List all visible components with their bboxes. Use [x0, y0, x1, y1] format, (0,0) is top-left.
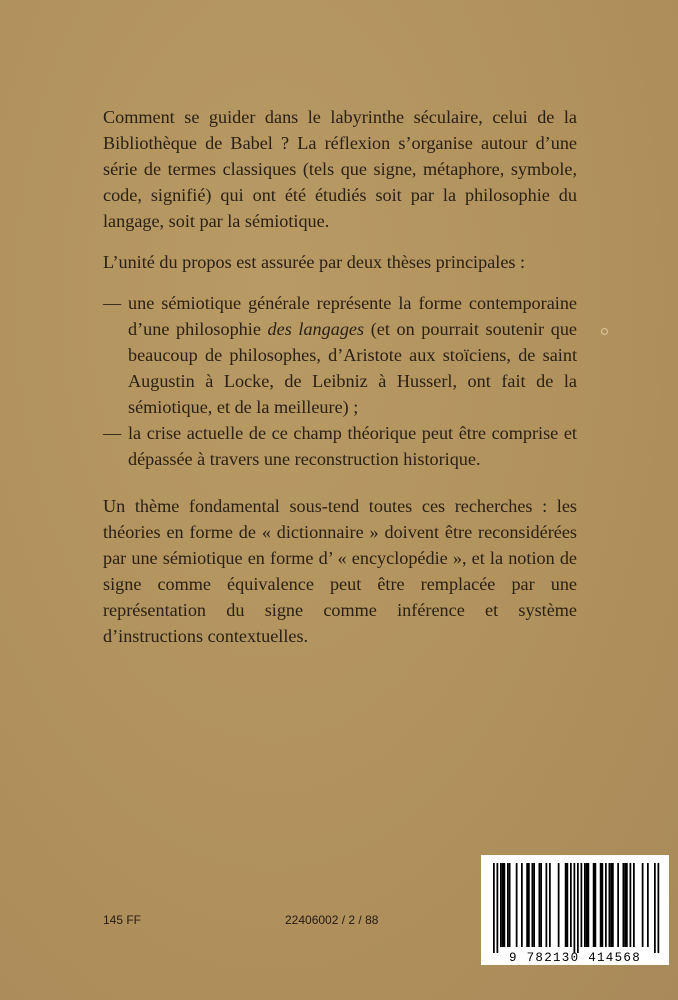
barcode-bar — [595, 863, 597, 947]
price-label: 145 FF — [103, 913, 142, 927]
back-cover-text — [103, 104, 577, 649]
barcode-bar — [610, 863, 612, 947]
barcode-bar — [584, 863, 586, 947]
barcode-bar — [546, 863, 548, 947]
barcode-bar — [567, 863, 569, 947]
barcode-bar — [624, 863, 626, 947]
barcode-bar — [633, 863, 635, 947]
barcode-bar — [630, 863, 632, 947]
barcode-bar — [528, 863, 530, 947]
barcode-bar — [605, 863, 607, 947]
barcode-bar — [507, 863, 509, 947]
barcode-bar — [588, 863, 590, 947]
barcode-bar — [593, 863, 595, 947]
thesis-1-italic: des langages — [267, 319, 365, 339]
barcode-bar — [526, 863, 528, 947]
list-item — [103, 420, 577, 472]
theme-paragraph: Un thème fondamental sous-tend toutes ces recherches : les théories en forme de « dictionnaire » doivent être reconsidérées par une sémiotique en forme d’ « encyclopédie », et la notion de signe comme équivalence peut être remplacée par une représentation du signe comme inférence et système d’instructions contextuelles. — [103, 496, 577, 646]
paper-speck — [601, 328, 608, 335]
barcode-bar — [516, 863, 518, 947]
thesis-1-text-end: (et on pourrait soutenir que beaucoup de philosophes, d’Aristote aux stoïciens, de saint Augustin à Locke, de Leibniz à Husserl, ont fait de la sémiotique, et de la meilleure) ; — [128, 319, 577, 417]
barcode-bar — [509, 863, 511, 947]
barcode-bar — [540, 863, 542, 947]
dash-marker: — — [103, 423, 122, 443]
catalog-code: 22406002 / 2 / 88 — [285, 913, 379, 927]
barcode-bar — [642, 863, 644, 947]
barcode-bar — [497, 863, 499, 953]
dash-marker: — — [103, 293, 122, 313]
thesis-2-text: la crise actuelle de ce champ théorique peut être comprise et dépassée à travers une reconstruction historique. — [128, 423, 577, 469]
barcode-bar — [586, 863, 588, 947]
barcode-bar — [602, 863, 604, 947]
isbn-barcode — [481, 855, 669, 965]
theses-intro-paragraph: L’unité du propos est assurée par deux thèses principales : — [103, 252, 526, 272]
barcode-bar — [658, 863, 660, 953]
thesis-1-text — [128, 290, 577, 420]
barcode-bar — [654, 863, 656, 953]
barcode-bar — [500, 863, 502, 947]
barcode-bar — [502, 863, 504, 947]
barcode-bar — [581, 863, 583, 947]
isbn-digits: 9 782130 414568 — [508, 951, 642, 965]
barcode-bar — [623, 863, 625, 947]
barcode-bar — [504, 863, 506, 947]
barcode-bar — [533, 863, 535, 947]
barcode-bar — [609, 863, 611, 947]
barcode-bar — [617, 863, 619, 947]
barcode-bar — [612, 863, 614, 947]
thesis-1-text-start: une sémiotique générale représente la forme contemporaine d’une philosophie — [128, 293, 577, 339]
barcode-bar — [600, 863, 602, 947]
barcode-bar — [626, 863, 628, 947]
barcode-bar — [574, 863, 576, 953]
barcode-bar — [558, 863, 560, 947]
barcode-bar — [521, 863, 523, 947]
list-item — [103, 290, 577, 420]
barcode-bar — [532, 863, 534, 947]
theses-list — [103, 290, 577, 472]
barcode-bar — [565, 863, 567, 947]
barcode-bars — [481, 855, 669, 965]
barcode-bar — [493, 863, 495, 953]
barcode-bar — [577, 863, 579, 953]
barcode-bar — [539, 863, 541, 947]
barcode-bar — [549, 863, 551, 947]
intro-paragraph: Comment se guider dans le labyrinthe séculaire, celui de la Bibliothèque de Babel ? La réflexion s’organise autour d’une série de termes classiques (tels que signe, métaphore, symbole, code, signifié) qui ont été étudiés soit par la philosophie du langage, soit par la sémiotique. — [103, 107, 577, 231]
barcode-bar — [647, 863, 649, 947]
barcode-bar — [570, 863, 572, 947]
